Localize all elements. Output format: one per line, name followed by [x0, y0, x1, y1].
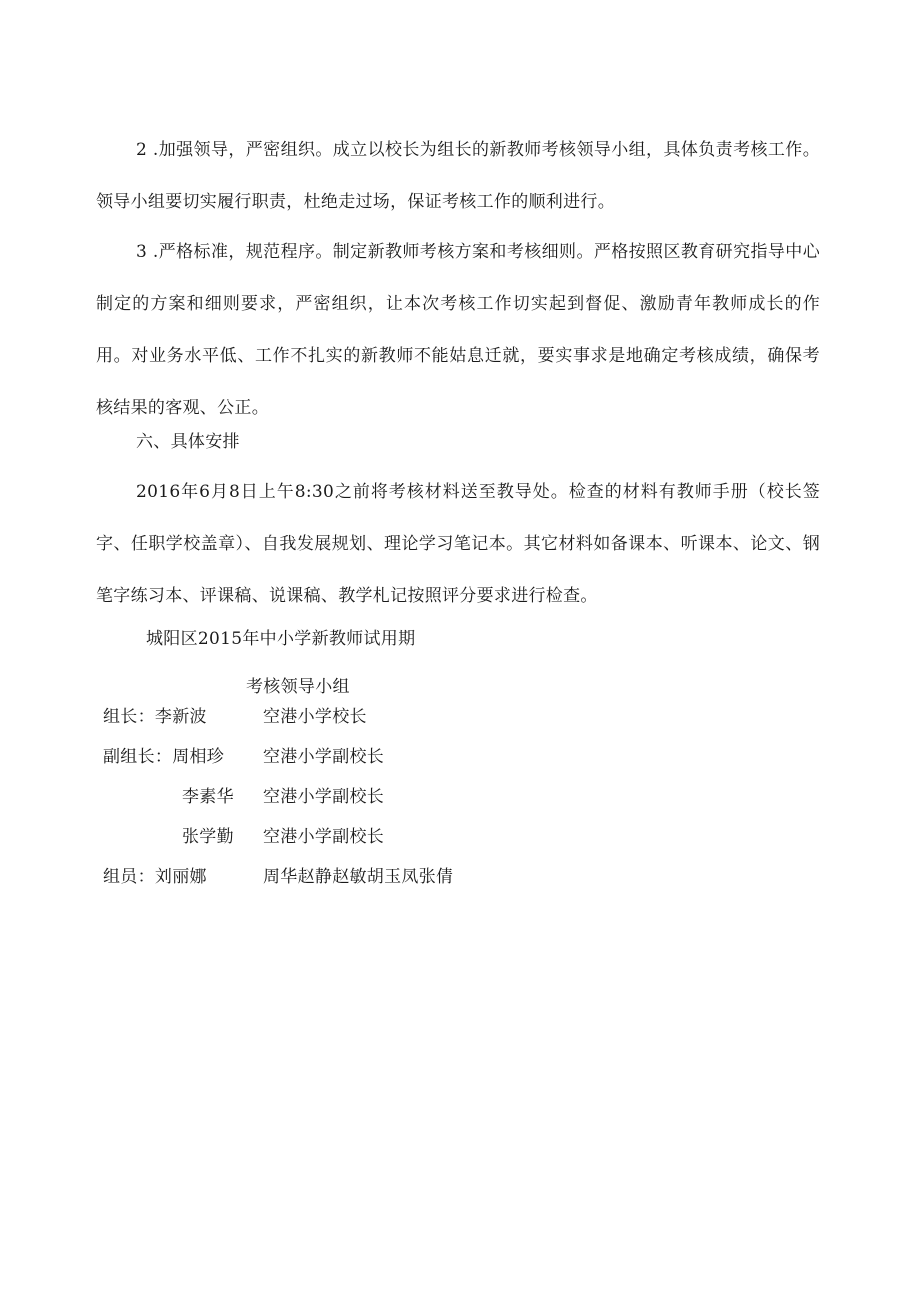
member-label: 副组长：周相珍	[103, 747, 225, 767]
member-role: 空港小学副校长	[263, 787, 385, 807]
paragraph-schedule: 2016年6月8日上午8:30之前将考核材料送至教导处。检查的材料有教师手册（校长签字、任职学校盖章）、自我发展规划、理论学习笔记本。其它材料如备课本、听课本、论文、钢笔字练习本、评课稿、说课稿、教学札记按照评分要求进行检查。	[96, 482, 820, 606]
member-label: 李素华	[182, 787, 234, 807]
member-role: 空港小学副校长	[263, 747, 385, 767]
organization-name-line1: 城阳区2015年中小学新教师试用期	[146, 629, 416, 649]
member-role: 空港小学副校长	[263, 827, 385, 847]
member-label: 组员：刘丽娜	[103, 867, 207, 887]
member-label: 张学勤	[182, 827, 234, 847]
paragraph-strengthen-leadership: 2 .加强领导，严密组织。成立以校长为组长的新教师考核领导小组，具体负责考核工作。领导小组要切实履行职责，杜绝走过场，保证考核工作的顺利进行。	[96, 140, 820, 212]
member-row-deputy-3	[0, 822, 920, 852]
organization-name-line2: 考核领导小组	[246, 677, 350, 697]
paragraph-strict-standards: 3 .严格标准，规范程序。制定新教师考核方案和考核细则。严格按照区教育研究指导中心制定的方案和细则要求，严密组织，让本次考核工作切实起到督促、激励青年教师成长的作用。对业务水平低、工作不扎实的新教师不能姑息迁就，要实事求是地确定考核成绩，确保考核结果的客观、公正。	[96, 242, 820, 418]
member-row-deputy-2	[0, 782, 920, 812]
member-row-members	[0, 862, 920, 892]
member-row-leader	[0, 702, 920, 732]
member-role: 周华赵静赵敏胡玉凤张倩	[263, 867, 454, 887]
section-heading-arrangement: 六、具体安排	[136, 432, 240, 452]
member-label: 组长：李新波	[103, 707, 207, 727]
member-row-deputy-1	[0, 742, 920, 772]
member-role: 空港小学校长	[263, 707, 367, 727]
